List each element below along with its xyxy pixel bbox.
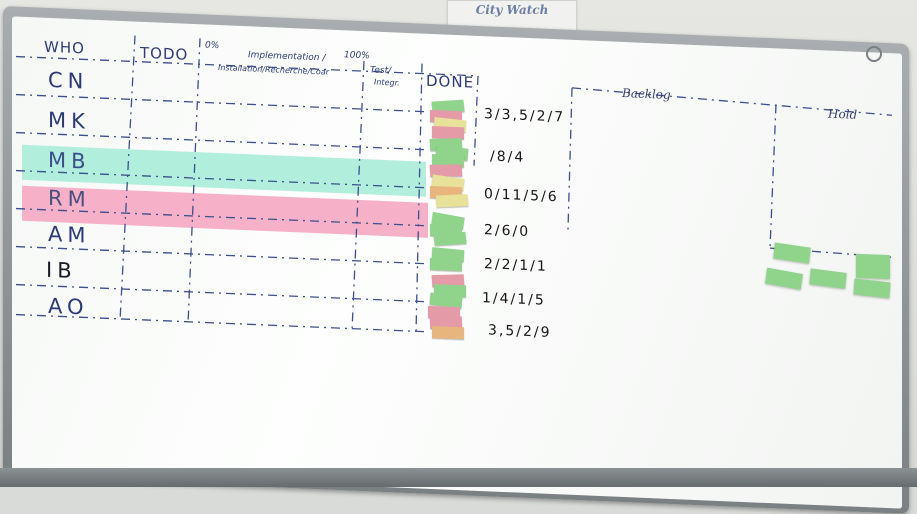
- header-todo: TODO: [140, 43, 189, 64]
- header-pct-start: 0%: [205, 40, 220, 52]
- tally-mk: /8/4: [490, 148, 526, 166]
- col-rule: [120, 35, 135, 322]
- row-rule: [16, 133, 426, 150]
- col-rule: [352, 61, 364, 332]
- sticky-note: [433, 232, 466, 246]
- col-rule: [474, 76, 478, 166]
- hold-divider: [770, 104, 776, 248]
- row-rule: [16, 247, 426, 264]
- sticky-note: [856, 254, 890, 279]
- marker-tray: [0, 468, 917, 487]
- tally-rm: 2/6/0: [484, 222, 531, 241]
- city-watch-label: City Watch: [475, 3, 549, 17]
- col-rule: [416, 63, 422, 333]
- tally-am: 2/2/1/1: [484, 256, 548, 275]
- person-mk: MK: [48, 107, 90, 134]
- sticky-note: [430, 258, 462, 271]
- hanging-hook: [866, 46, 882, 62]
- person-ib: IB: [46, 257, 77, 284]
- header-done: DONE: [426, 71, 475, 92]
- tally-cn: 3/3,5/2/7: [484, 106, 566, 126]
- sticky-note: [436, 194, 469, 207]
- header-implementation-sub: Installation/Recherche/Coar: [218, 63, 329, 77]
- header-who: WHO: [44, 37, 85, 58]
- person-rm: RM: [48, 185, 91, 212]
- person-am: AM: [48, 221, 91, 248]
- header-implementation: Implementation /: [248, 50, 326, 64]
- header-test: Test/: [370, 65, 392, 77]
- person-mb: MB: [48, 147, 91, 174]
- tally-mb: 0/11/5/6: [484, 186, 559, 206]
- tally-ib: 1/4/1/5: [482, 290, 546, 309]
- tally-ao: 3,5/2/9: [488, 322, 552, 341]
- hold-title: Hold: [828, 106, 858, 122]
- sticky-note: [432, 326, 464, 339]
- whiteboard-frame: [3, 6, 909, 514]
- header-test-sub: Integr.: [374, 77, 400, 88]
- backlog-divider: [568, 88, 572, 230]
- person-ao: AO: [48, 293, 89, 320]
- person-cn: CN: [48, 67, 89, 94]
- col-rule: [188, 38, 200, 325]
- header-pct-end: 100%: [344, 50, 370, 62]
- backlog-title: Backlog: [622, 85, 671, 102]
- whiteboard-surface: [12, 16, 902, 508]
